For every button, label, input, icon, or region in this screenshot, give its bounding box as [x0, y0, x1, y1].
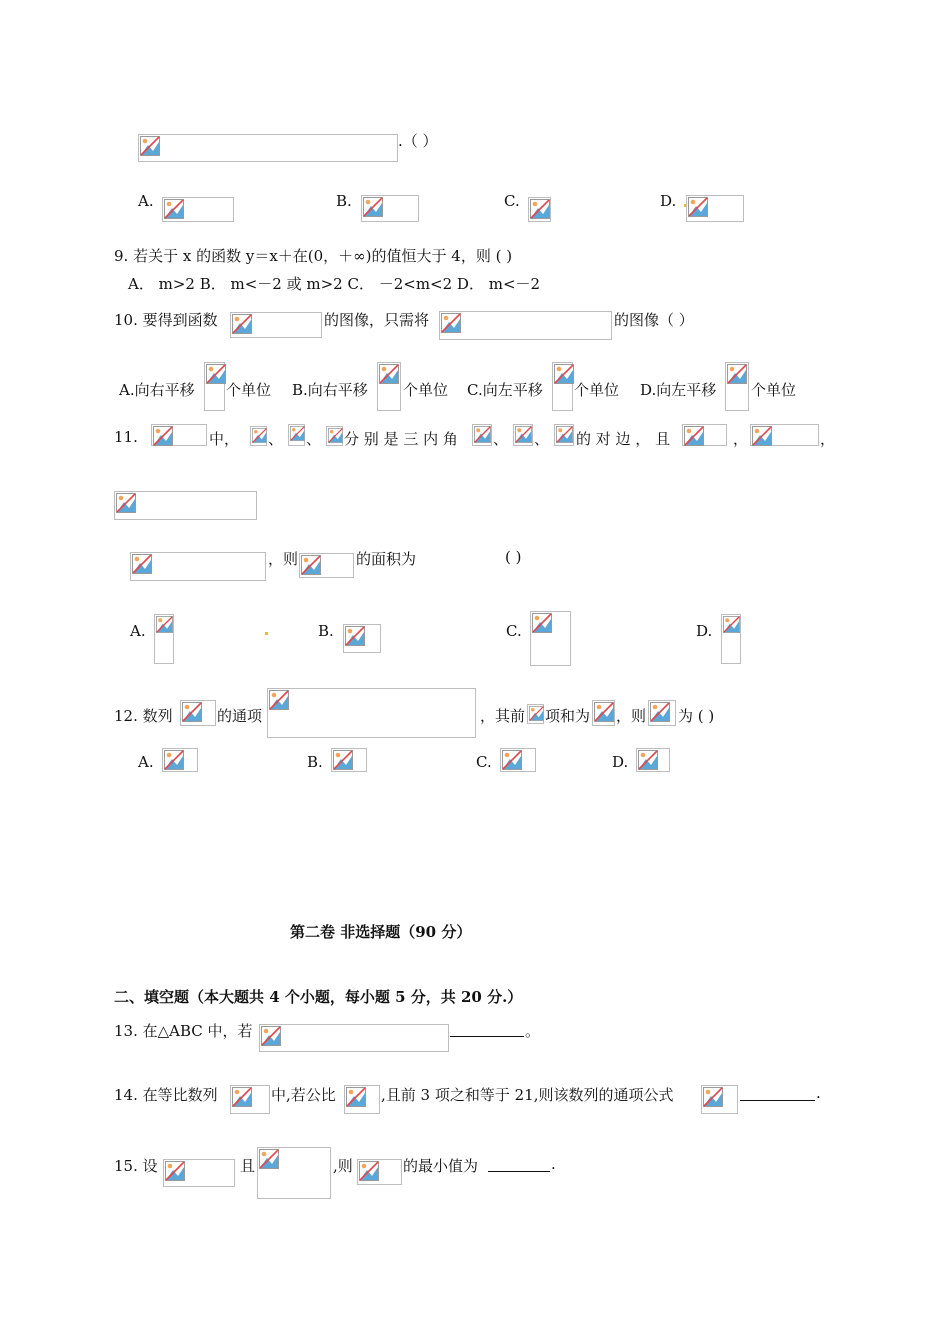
broken-image-icon — [638, 750, 658, 770]
q10-option-c-label: C.向左平移 — [467, 381, 543, 399]
q12-option-d-label: D. — [612, 753, 629, 771]
broken-image-icon — [723, 616, 740, 633]
q11-angle-b-image — [513, 424, 533, 446]
q9-options: A． m>2 B． m<－2 或 m>2 C． －2<m<2 D． m<－2 — [128, 275, 541, 293]
q11-condition-image-1 — [682, 424, 727, 446]
q14-answer-blank — [740, 1086, 815, 1101]
broken-image-icon — [379, 364, 399, 384]
q10-option-c-image — [552, 362, 573, 411]
q8-option-d-image — [686, 195, 744, 222]
q11-angle-a-image — [472, 424, 492, 446]
q15-tail-text: 的最小值为 — [403, 1157, 479, 1175]
q15-qie-text: 且 — [240, 1157, 256, 1175]
q8-formula-image — [138, 134, 398, 162]
q12-number: 12. 数列 — [114, 707, 173, 725]
broken-image-icon — [688, 197, 708, 217]
q11-triangle-image-2 — [299, 553, 354, 578]
broken-image-icon — [269, 690, 289, 710]
q10-option-a-label: A.向右平移 — [119, 381, 195, 399]
q12-n-image — [527, 704, 544, 724]
q12-option-a-label: A. — [138, 753, 154, 771]
q12-xiang-text: 项和为 — [545, 707, 591, 725]
q12-wei-text: 为 ( ) — [678, 707, 715, 725]
q10-option-d-image — [725, 362, 749, 411]
q13-number: 13. 在△ABC 中，若 — [114, 1022, 253, 1040]
q11-option-d-image — [721, 614, 741, 664]
q11-comma-1: ， — [733, 430, 749, 448]
part2-title: 第二卷 非选择题（90 分） — [290, 923, 472, 941]
broken-image-icon — [328, 428, 343, 443]
broken-image-icon — [515, 426, 532, 443]
q8-option-c-image — [528, 197, 551, 222]
q14-ratio-image — [344, 1085, 380, 1114]
broken-image-icon — [206, 364, 226, 384]
q11-option-b-image — [343, 624, 381, 653]
q13-end: 。 — [525, 1022, 541, 1040]
q11-option-b-label: B. — [318, 622, 334, 640]
q14-sequence-image — [230, 1085, 270, 1114]
q8-option-a-label: A. — [138, 192, 154, 210]
broken-image-icon — [182, 702, 202, 722]
broken-image-icon — [530, 199, 550, 219]
broken-image-icon — [165, 1161, 185, 1181]
broken-image-icon — [232, 314, 252, 334]
q11-dun-1: 、 — [268, 430, 284, 448]
q10-option-d-unit: 个单位 — [751, 381, 797, 399]
broken-image-icon — [532, 613, 552, 633]
q8-option-b-label: B. — [336, 192, 352, 210]
q11-ze-text: ，则 — [268, 550, 299, 568]
q10-option-d-label: D.向左平移 — [640, 381, 717, 399]
q15-number: 15. 设 — [114, 1157, 158, 1175]
q12-option-d-image — [636, 748, 670, 772]
q11-zhong-text: 中， — [209, 430, 240, 448]
broken-image-icon — [164, 199, 184, 219]
q10-mid-text: 的图像，只需将 — [324, 311, 430, 329]
q8-option-b-image — [361, 195, 419, 222]
broken-image-icon — [650, 702, 670, 722]
q9-stem: 9. 若关于 x 的函数 y＝x＋在(0，＋∞)的值恒大于 4，则 ( ) — [114, 247, 513, 265]
q11-side-b-image — [288, 424, 305, 446]
q11-area-text: 的面积为 — [356, 550, 417, 568]
q11-option-c-image — [530, 611, 571, 666]
q11-side-a-image — [250, 426, 267, 446]
q8-tail: .（ ） — [398, 132, 438, 150]
q14-number: 14. 在等比数列 — [114, 1086, 218, 1104]
q11-answer-paren: ( ) — [505, 548, 522, 566]
broken-image-icon — [290, 426, 305, 441]
decorative-dot — [265, 632, 268, 635]
broken-image-icon — [345, 626, 365, 646]
broken-image-icon — [441, 313, 461, 333]
q15-ze-text: ,则 — [333, 1157, 353, 1175]
q11-de-text: 的 对 边 ， 且 — [576, 430, 671, 448]
q12-general-term-image — [267, 688, 476, 738]
broken-image-icon — [140, 136, 160, 156]
q13-answer-blank — [450, 1022, 524, 1037]
q11-condition-image-4 — [130, 552, 266, 581]
q12-qianmian-text: ，其前 — [480, 707, 526, 725]
broken-image-icon — [594, 702, 614, 722]
q12-ze-text: ，则 — [616, 707, 647, 725]
broken-image-icon — [752, 426, 772, 446]
q12-tongxiang-text: 的通项 — [217, 707, 263, 725]
q10-option-a-image — [204, 362, 225, 411]
section-heading: 二、填空题（本大题共 4 个小题，每小题 5 分，共 20 分.） — [114, 988, 523, 1006]
q12-option-c-image — [500, 748, 536, 772]
q11-dun-3: 、 — [493, 430, 509, 448]
broken-image-icon — [164, 750, 184, 770]
q11-number: 11. — [114, 428, 138, 446]
broken-image-icon — [156, 616, 173, 633]
q15-answer-blank — [488, 1157, 550, 1172]
q15-condition-image — [257, 1147, 331, 1199]
broken-image-icon — [232, 1087, 252, 1107]
q11-mid-text: 分 别 是 三 内 角 — [344, 430, 458, 448]
q10-option-a-unit: 个单位 — [226, 381, 272, 399]
q11-comma-2: ， — [820, 430, 836, 448]
q14-end: . — [816, 1084, 821, 1102]
q8-option-d-label: D. — [660, 192, 677, 210]
broken-image-icon — [556, 426, 573, 443]
broken-image-icon — [252, 428, 267, 443]
q14-mid-text-1: 中,若公比 — [271, 1086, 336, 1104]
q8-option-a-image — [162, 197, 234, 222]
broken-image-icon — [261, 1026, 281, 1046]
broken-image-icon — [703, 1087, 723, 1107]
q15-variable-image — [163, 1159, 235, 1187]
q11-dun-2: 、 — [306, 430, 322, 448]
broken-image-icon — [474, 426, 491, 443]
q10-option-b-label: B.向右平移 — [292, 381, 368, 399]
q10-function-image-2 — [439, 311, 612, 340]
q12-sn-image — [592, 700, 615, 726]
broken-image-icon — [346, 1087, 366, 1107]
q14-mid-text-2: ,且前 3 项之和等于 21,则该数列的通项公式 — [381, 1086, 674, 1104]
q10-function-image-1 — [230, 312, 322, 338]
q11-option-a-label: A. — [130, 622, 146, 640]
broken-image-icon — [502, 750, 522, 770]
broken-image-icon — [554, 364, 574, 384]
broken-image-icon — [363, 197, 383, 217]
q11-side-c-image — [326, 426, 343, 446]
broken-image-icon — [132, 554, 152, 574]
broken-image-icon — [116, 493, 136, 513]
q11-option-c-label: C. — [506, 622, 522, 640]
broken-image-icon — [684, 426, 704, 446]
q10-option-b-unit: 个单位 — [403, 381, 449, 399]
q10-option-c-unit: 个单位 — [574, 381, 620, 399]
q12-option-c-label: C. — [476, 753, 492, 771]
q8-option-c-label: C. — [504, 192, 520, 210]
broken-image-icon — [333, 750, 353, 770]
broken-image-icon — [153, 426, 173, 446]
q12-target-image — [648, 700, 676, 726]
q11-triangle-image — [151, 424, 207, 446]
q12-sequence-image — [180, 700, 216, 726]
q12-option-b-image — [331, 748, 367, 772]
q13-condition-image — [259, 1024, 449, 1052]
q11-angle-c-image — [554, 424, 574, 446]
broken-image-icon — [359, 1161, 379, 1181]
q12-option-a-image — [162, 748, 198, 772]
broken-image-icon — [727, 364, 747, 384]
q11-condition-image-2 — [750, 424, 819, 446]
q12-option-b-label: B. — [307, 753, 323, 771]
q15-end: . — [551, 1155, 556, 1173]
broken-image-icon — [301, 555, 321, 575]
broken-image-icon — [259, 1149, 279, 1169]
broken-image-icon — [529, 706, 544, 721]
q11-option-d-label: D. — [696, 622, 713, 640]
q11-dun-4: 、 — [534, 430, 550, 448]
q11-option-a-image — [154, 614, 174, 664]
q11-condition-image-3 — [114, 491, 257, 520]
q10-tail: 的图像（ ） — [614, 311, 694, 329]
q14-general-term-image — [701, 1085, 738, 1114]
q10-number: 10. 要得到函数 — [114, 311, 218, 329]
q15-expression-image — [357, 1159, 402, 1185]
q10-option-b-image — [377, 362, 401, 411]
